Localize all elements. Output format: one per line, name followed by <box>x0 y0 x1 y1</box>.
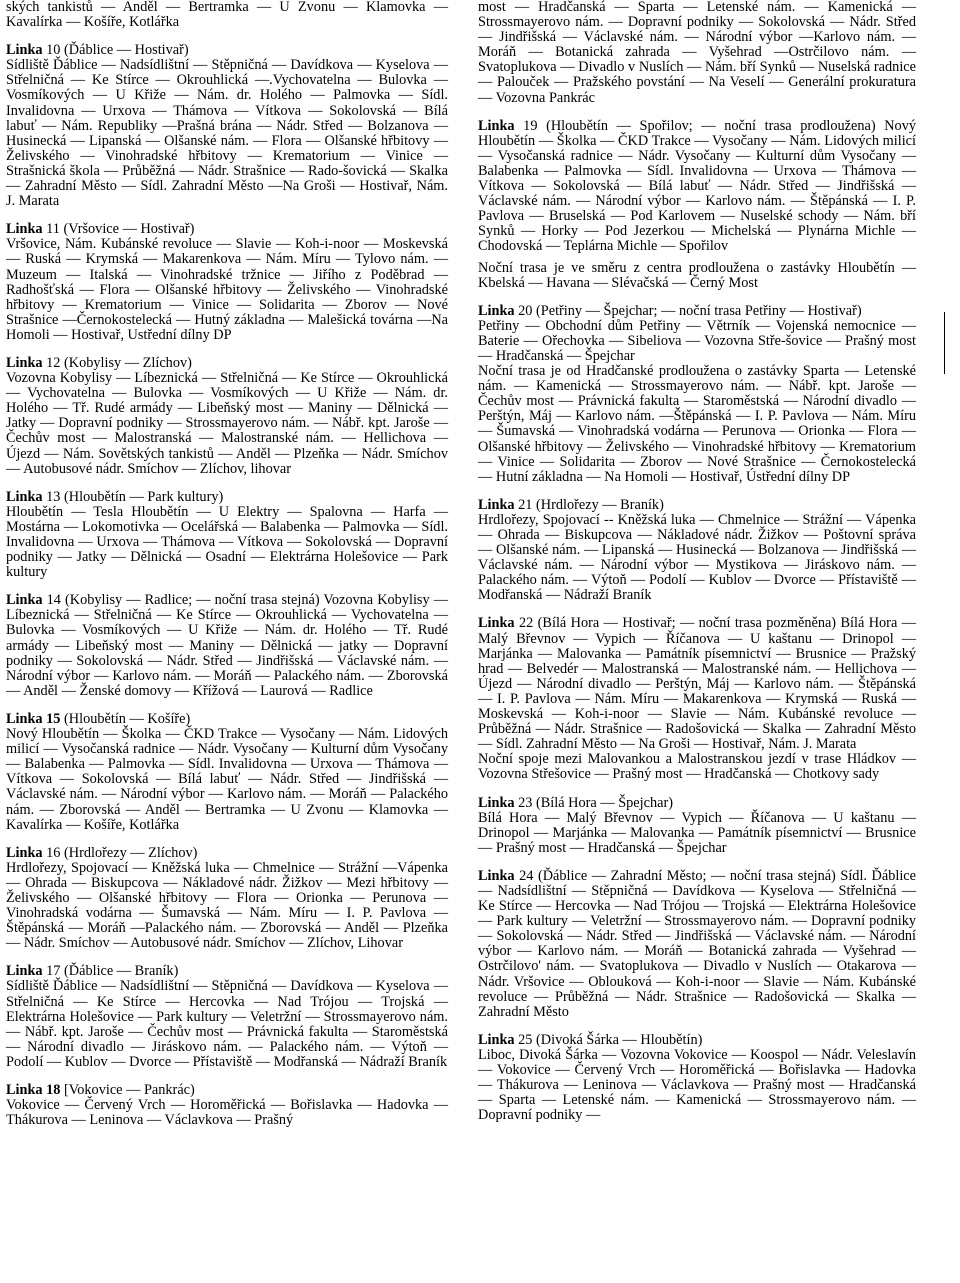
line-heading-22 <box>478 616 916 752</box>
line-label: Linka <box>478 1031 515 1048</box>
line-label: Linka <box>6 42 43 59</box>
line-stops-17: Sídliště Ďáblice — Nadsídlištní — Stěpničná — Davídkova — Kyselova — Střelničná — Ke Stírce — Hercovka — Nad Trójou — Trojská — Elektrárna Holešovice — Park kultury — Veletržní — Strossmayerovo nám. — Nábř. kpt. Jaroše — Čechův most — Právnická fakulta — Staroměstská — Národní divadlo — Jiráskovo nám. — Palackého nám. — Výtoň — Podolí — Kublov — Dvorce — Přístaviště — Modřanská — Nádraží Braník <box>6 978 448 1070</box>
margin-rule <box>944 312 945 374</box>
continued-text: most — Hradčanská — Sparta — Letenské nám. — Kamenická —Strossmayerovo nám. — Dopravní podniky — Sokolovská — Nádr. Střed — Jindřišská — Václavské nám. — Národní výbor —Karlovo nám. — Moráň — Botanická zahrada — Vyšehrad —Ostrčilovo nám. — Svatoplukova — Divadlo v Nuslích — Nám. bří Synků — Nuselská radnice — Palouček — Pražského povstání — Na Veselí — Generální prokuratura — Vozovna Pankrác <box>478 0 916 106</box>
line-route: 12 (Kobylisy — Zlíchov) <box>46 354 192 371</box>
line-label: Linka <box>6 963 43 980</box>
line-stops-13: Hloubětín — Tesla Hloubětín — U Elektry — Spalovna — Harfa — Mostárna — Lokomotivka — Ocelářská — Balabenka — Palmovka — Sídl. Invalidovna — Urxova — Thámova — Vítkova — Sokolovská — Dopravní podniky — Jatky — Dělnická — Osadní — Elektrárna Holešovice — Park kultury <box>6 503 448 581</box>
line-heading-23 <box>478 796 916 811</box>
line-route: 16 (Hrdlořezy — Zlíchov) <box>46 844 198 861</box>
line-label: Linka <box>6 488 43 505</box>
right-column <box>478 0 916 1123</box>
line-stops-12: Vozovna Kobylisy — Líbeznická — Střelničná — Ke Stírce — Okrouhlická — Vychovatelna — Bulovka — Vosmíkových — U Křiže — Nám. dr. Holého — Tř. Rudé armády — Libeňský most — Maniny — Dělnická — Jatky — Dopravní podniky — Strossmayerovo nám. — Nábř. kpt. Jaroše — Čechův most — Malostranská — Malostranské nám. — Hellichova — Újezd — Nám. Sovětských tankistů — Anděl — Plzeňka — Nádr. Smíchov — Autobusové nádr. Smíchov — Zlíchov, lihovar <box>6 370 448 477</box>
line-stops-16: Hrdlořezy, Spojovací — Kněžská luka — Chmelnice — Strážní —Vápenka — Ohrada — Biskupcova — Nákladové nádr. Žižkov — Mezi hřbitovy — Želivského — Olšanské hřbitovy — Flora — Orionka — Perunova — Vinohradská vodárna — Šumavská — Nám. Míru — I. P. Pavlova — Štěpánská — Moráň —Palackého nám. — Zborovská — Anděl — Plzeňka — Nádr. Smíchov — Autobusové nádr. Smíchov — Zlíchov, Lihovar <box>6 859 448 952</box>
left-column <box>6 0 448 1128</box>
line-route: 14 (Kobylisy — Radlice; — noční trasa stejná) Vozovna Kobylisy — Líbeznická — Střelničná — Ke Stírce — Okrouhlická — Vychovatelna — Bulovka — Vosmíkových — U Křiže — Nám. dr. Holého — Tř. Rudé armády — Libeňský most — Maniny — Dělnická — jatky — Dopravní podniky — Sokolovská — Nádr. Střed — Jindřišská — Václavské nám. — Národní výbor — Karlovo nám. — Moráň — Palackého nám. — Zborovská — Anděl — Ženské domovy — Křížová — Laurová — Radlice <box>6 592 448 699</box>
line-label: Linka <box>478 302 515 319</box>
line-label: Linka <box>478 117 515 134</box>
line-heading-18 <box>6 1083 448 1098</box>
line-heading-25 <box>478 1033 916 1048</box>
line-route: 24 (Ďáblice — Zahradní Město; — noční trasa stejná) Sídl. Ďáblice — Nadsídlištní — Stěpničná — Davídkova — Kyselova — Střelničná — Ke Stírce — Hercovka — Nad Trójou — Trojská — Elektrárna Holešovice — Park kultury — Veletržní — Strossmayerovo nám. — Dopravní podniky — Sokolovská — Nádr. Střed — Jindřišská — Václavské nám. — Národní výbor — Karlovo nám. — Moráň — Botanická zahrada — Vyšehrad — Ostrčilovo' nám. — Svatoplukova — Divadlo v Nuslích — Otakarova — Nádr. Vršovice — Oblouková — Koh-i-noor — Slavie — Nám. Kubánské revoluce — Průběžná — Nádr. Strašnice — Radošovická — Skalka — Zahradní Město <box>478 867 916 1020</box>
line-route: [Vokovice — Pankrác) <box>64 1082 195 1098</box>
line-route: 17 (Ďáblice — Braník) <box>46 963 179 980</box>
line-route: 11 (Vršovice — Hostivař) <box>46 221 195 238</box>
line-stops-11: Vršovice, Nám. Kubánské revoluce — Slavie — Koh-i-noor — Moskevská — Ruská — Krymská — Makarenkova — Nám. Míru — Tylovo nám. — Muzeum — Italská — Vinohradské tržnice — Jiřího z Poděbrad — Radhošťská — Flora — Olšanské hřbitovy — Želivského — Vinohradské hřbitovy — Krematorium — Vinice — Solidarita — Zborov — Nové Strašnice —Černokostelecká — Hutný základna — Malešická továrna —Na Homoli — Hostivař, Ustřední dílny DP <box>6 236 448 343</box>
line-heading-12 <box>6 356 448 371</box>
line-heading-16 <box>6 846 448 861</box>
line-route: 20 (Petřiny — Špejchar; — noční trasa Petřiny — Hostivař) <box>518 302 862 319</box>
line-heading-15 <box>6 712 448 727</box>
line-heading-20 <box>478 304 916 319</box>
line-label: Linka 18 <box>6 1082 61 1098</box>
line-label: Linka <box>6 221 43 238</box>
line-label: Linka <box>478 867 515 884</box>
line-label: Linka <box>478 496 515 513</box>
line-route: (Hloubětín — Košíře) <box>64 710 191 727</box>
night-note-19: Noční trasa je ve směru z centra prodloužena o zastávky Hloubětín — Kbelská — Havana — Slévačská — Černý Most <box>478 259 916 291</box>
continued-text: ských tankistů — Anděl — Bertramka — U Zvonu — Klamovka — Kavalírka — Košíře, Kotlářka <box>6 0 448 31</box>
line-label: Linka 15 <box>6 710 61 727</box>
night-note-22: Noční spoje mezi Malovankou a Malostranskou jezdí v trase Hládkov — Vozovna Střešovice — Prašný most — Hradčanská — Chotkovy sady <box>478 751 916 783</box>
line-label: Linka <box>6 592 43 609</box>
line-stops-20: Petřiny — Obchodní dům Petřiny — Větrník — Vojenská nemocnice — Baterie — Ořechovka — Sibeliova — Vozovna Stře-šovice — Prašný most — Hradčanská — Špejchar <box>478 317 916 364</box>
line-stops-10: Sídliště Ďáblice — Nadsídlištní — Stěpničná — Davídkova — Kyselova — Střelničná — Ke Stírce — Okrouhlická —.Vychovatelna — Bulovka — Vosmíkových — U Křiže — Nám. dr. Holého — Palmovka — Sídl. Invalidovna — Urxova — Thámova — Vítkova — Sokolovská — Bílá labuť — Nám. Republiky —Prašná brána — Nádr. Střed — Bolzanova — Husinecká — Lipanská — Olšanské nám. — Flora — Olšanské hřbitovy — Želivského — Vinohradské hřbitovy — Krematorium — Vinice —Strašnická škola — Průběžná — Nádr. Strašnice — Rado-šovická — Skalka — Zahradní Město — Sídl. Zahradní Město —Na Groši — Hostivař, Nám. J. Marata <box>6 57 448 210</box>
line-stops-23: Bílá Hora — Malý Břevnov — Vypich — Říčanova — U kaštanu — Drinopol — Marjánka — Malovanka — Památník písemnictví — Brusnice — Prašný most — Hradčanská — Špejchar <box>478 809 916 856</box>
line-label: Linka <box>478 615 515 632</box>
line-route: 13 (Hloubětín — Park kultury) <box>46 488 224 505</box>
line-heading-19 <box>478 119 916 255</box>
night-note-20: Noční trasa je od Hradčanské prodloužena o zastávky Sparta — Letenské nám. — Kamenická — Strossmayerovo nám. — Nábř. kpt. Jaroše — Čechův most — Právnická fakulta — Staroměstská — Národní divadlo — Perštýn, Máj — Karlovo nám. —Štěpánská — I. P. Pavlova — Nám. Míru — Šumavská — Vinohradská vodárna — Perunova — Orionka — Flora — Olšanské hřbitovy — Želivského — Vinohradské hřbitovy — Krematorium — Vinice — Solidarita — Zborov — Nové Strašnice — Černokostelecká — Hutní základna — Na Homoli — Hostivař, Ústřední dílny DP <box>478 363 916 485</box>
line-route: 19 (Hloubětín — Spořilov; — noční trasa prodloužena) Nový Hloubětín — Školka — ČKD Trakce — Vysočany — Nám. Lidových milicí — Vysočanská radnice — Nádr. Vysočany — Kulturní dům Vysočany — Balabenka — Palmovka — Sídl. Invalidovna — Urxova — Thámova — Vítkova — Sokolovská — Bílá labuť — Nádr. Střed — Jindřišská — Václavské nám. — Národní výbor — Karlovo nám. — Štěpánská — I. P. Pavlova — Bruselská — Pod Karlovem — Nuselské schody — Nám. bří Synků — Horky — Pod Jezerkou — Michelská — Plynárna Michle — Chodovská — Teplárna Michle — Spořilov <box>478 117 916 255</box>
line-label: Linka <box>478 794 515 811</box>
line-label: Linka <box>6 354 43 371</box>
line-heading-21 <box>478 498 916 513</box>
line-heading-14 <box>6 593 448 699</box>
line-stops-25: Liboc, Divoká Šárka — Vozovna Vokovice — Koospol — Nádr. Veleslavín — Vokovice — Červený Vrch — Horoměřická — Bořislavka — Hadovka— Thákurova — Leninova — Václavkova — Prašný most — Hradčanská — Sparta — Letenské nám. — Kamenická — Strossmayerovo nám. — Dopravní podniky — <box>478 1046 916 1124</box>
line-stops-15: Nový Hloubětín — Školka — ČKD Trakce — Vysočany — Nám. Lidových milicí — Vysočanská radnice — Nádr. Vysočany — Kulturní dům Vysočany — Balabenka — Palmovka — Sídl. Invalidovna — Urxova — Thámova — Vítkova — Sokolovská — Bílá labuť — Nádr. Střed — Jindřišská — Václavské nám. — Národní výbor — Karlovo nám. — Moráň — Palackého nám. — Zborovská — Anděl — Bertramka — U Zvonu — Klamovka — Kavalírka — Košíře, Kotlářka <box>6 726 448 833</box>
line-route: 22 (Bílá Hora — Hostivař; — noční trasa pozměněna) Bílá Hora — Malý Břevnov — Vypich — Říčanova — U kaštanu — Drinopol — Marjánka — Malovanka — Památník písemnictví — Brusnice — Pražský hrad — Belvedér — Malostranská — Malostranské nám. — Hellichova — Újezd — Národní divadlo — Perštýn, Máj — Karlovo nám. — Štěpánská — I. P. Pavlova — Nám. Míru — Makarenkova — Krymská — Ruská — Moskevská — Koh-i-noor — Slavie — Nám. Kubánské revoluce — Průběžná — Nádr. Strašnice — Radošovická — Skalka — Zahradní Město — Sídl. Zahradní Město — Na Groši — Hostivař, Nám. J. Marata <box>478 615 916 753</box>
line-route: 25 (Divoká Šárka — Hloubětín) <box>518 1031 703 1048</box>
line-stops-18: Vokovice — Červený Vrch — Horoměřická — Bořislavka — Hadovka — Thákurova — Leninova — Václavkova — Prašný <box>6 1097 448 1129</box>
line-stops-21: Hrdlořezy, Spojovací -- Kněžská luka — Chmelnice — Strážní — Vápenka — Ohrada — Biskupcova — Nákladové nádr. Žižkov — Poštovní správa — Olšanské nám. — Lipanská — Husinecká — Bolzanova — Jindřišská — Václavské nám. — Národní výbor — Mystikova — Jiráskovo nám. — Palackého nám. — Výtoň — Podolí — Kublov — Dvorce — Přístaviště — Modřanská — Nádraží Braník <box>478 511 916 604</box>
line-heading-13 <box>6 490 448 505</box>
line-route: 21 (Hrdlořezy — Braník) <box>518 496 664 513</box>
line-label: Linka <box>6 844 43 861</box>
line-route: 10 (Ďáblice — Hostivař) <box>46 42 189 59</box>
line-heading-11 <box>6 222 448 237</box>
line-route: 23 (Bílá Hora — Špejchar) <box>518 794 673 811</box>
line-heading-24 <box>478 869 916 1020</box>
